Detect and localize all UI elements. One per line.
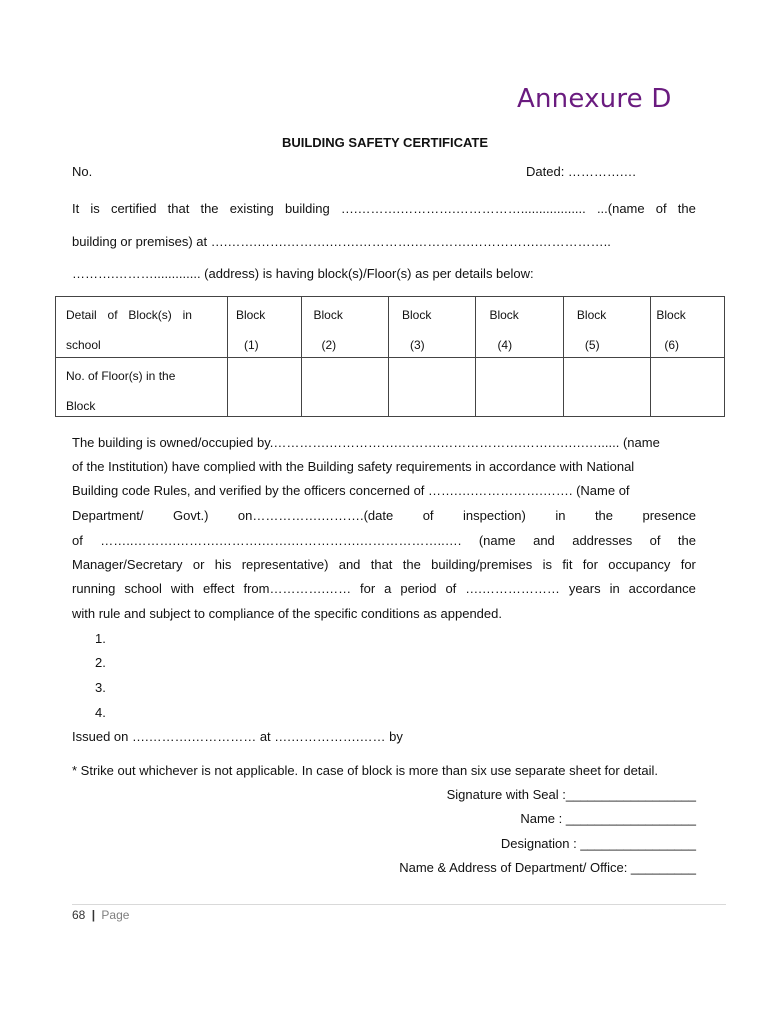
dated-label: Dated: ………….… bbox=[526, 164, 637, 179]
word: building/premises bbox=[431, 557, 533, 572]
floors-label-line-1: No. of Floor(s) in the bbox=[66, 369, 176, 383]
page-number: 68 bbox=[72, 908, 86, 922]
word: Block(s) bbox=[128, 308, 172, 322]
word: the bbox=[594, 508, 614, 523]
certificate-title: BUILDING SAFETY CERTIFICATE bbox=[281, 135, 489, 150]
footer-separator: | bbox=[91, 908, 96, 922]
body-line-2: of the Institution) have complied with the Building safety requirements in accordance with National bbox=[72, 459, 635, 474]
word: a bbox=[384, 581, 392, 596]
word: of bbox=[655, 201, 667, 216]
condition-item-1: 1. bbox=[95, 631, 106, 646]
floors-block-3-cell[interactable] bbox=[388, 358, 475, 417]
condition-item-4: 4. bbox=[95, 705, 106, 720]
word: that bbox=[167, 201, 190, 216]
table-header-block-1 bbox=[227, 297, 301, 358]
word: effect bbox=[202, 581, 235, 596]
word: fit bbox=[562, 557, 573, 572]
intro-line-1 bbox=[72, 201, 696, 216]
signatory-name: Name : __________________ bbox=[520, 811, 696, 826]
word: of bbox=[72, 533, 83, 548]
word: accordance bbox=[628, 581, 696, 596]
table-header-block-2 bbox=[301, 297, 388, 358]
block-number: (1) bbox=[243, 338, 259, 352]
block-label: Block bbox=[313, 308, 343, 322]
block-label: Block bbox=[235, 308, 266, 322]
word: existing bbox=[229, 201, 274, 216]
table-header-label-cell bbox=[56, 297, 228, 358]
word: for bbox=[582, 557, 598, 572]
word: ...(name bbox=[596, 201, 645, 216]
word: or bbox=[192, 557, 205, 572]
signatory-designation: Designation : ________________ bbox=[500, 836, 696, 851]
word: his bbox=[214, 557, 232, 572]
word: in bbox=[182, 308, 192, 322]
body-line-6 bbox=[72, 557, 696, 572]
body-line-8: with rule and subject to compliance of the specific conditions as appended. bbox=[72, 606, 502, 621]
table-header-block-6 bbox=[651, 297, 725, 358]
body-line-3: Building code Rules, and verified by the officers concerned of …….….…………….……. (Name of bbox=[72, 483, 630, 498]
floors-block-1-cell[interactable] bbox=[227, 358, 301, 417]
word: in bbox=[609, 581, 620, 596]
word: of bbox=[649, 533, 661, 548]
body-line-4 bbox=[72, 508, 696, 523]
word: building bbox=[284, 201, 330, 216]
block-number: (5) bbox=[584, 338, 600, 352]
word: representative) bbox=[241, 557, 329, 572]
word: the bbox=[200, 201, 219, 216]
block-label: Block bbox=[576, 308, 607, 322]
condition-item-3: 3. bbox=[95, 680, 106, 695]
word: school bbox=[124, 581, 162, 596]
block-number: (4) bbox=[497, 338, 513, 352]
word: occupancy bbox=[608, 557, 671, 572]
floors-block-4-cell[interactable] bbox=[476, 358, 563, 417]
word: inspection) bbox=[463, 508, 526, 523]
word: of bbox=[107, 308, 118, 322]
word: ….……………… bbox=[465, 581, 560, 596]
department-address: Name & Address of Department/ Office: _________ bbox=[399, 860, 696, 875]
table-header-block-4 bbox=[476, 297, 563, 358]
word: and bbox=[533, 533, 555, 548]
body-line-7 bbox=[72, 581, 696, 596]
condition-item-2: 2. bbox=[95, 655, 106, 670]
issued-line: Issued on ….……….…………… at ….…………….…… by bbox=[72, 729, 403, 744]
word: ….……….………….…………….................. bbox=[340, 201, 586, 216]
table-header-block-3 bbox=[388, 297, 475, 358]
footer-divider bbox=[72, 904, 726, 905]
word: that bbox=[370, 557, 393, 572]
word: period bbox=[400, 581, 437, 596]
word: Manager/Secretary bbox=[72, 557, 183, 572]
header-label-line-2: school bbox=[66, 338, 101, 352]
word: the bbox=[677, 533, 696, 548]
word: addresses bbox=[572, 533, 633, 548]
word: for bbox=[680, 557, 696, 572]
word: ……..……….……….……….…….…………….………………..…. bbox=[100, 533, 462, 548]
floors-block-6-cell[interactable] bbox=[651, 358, 725, 417]
word: (name bbox=[478, 533, 516, 548]
block-label: Block bbox=[489, 308, 519, 322]
block-number: (2) bbox=[321, 338, 337, 352]
word: the bbox=[677, 201, 696, 216]
certificate-number-label: No. bbox=[72, 164, 93, 179]
word: It bbox=[72, 201, 80, 216]
word: with bbox=[170, 581, 194, 596]
block-number: (6) bbox=[664, 338, 680, 352]
floors-label-line-2: Block bbox=[66, 399, 96, 413]
word: is bbox=[542, 557, 552, 572]
word: in bbox=[555, 508, 566, 523]
floors-label-cell bbox=[56, 358, 228, 417]
signature-with-seal: Signature with Seal :__________________ bbox=[446, 787, 696, 802]
word: on…………….……….(date bbox=[237, 508, 394, 523]
table-header-block-5 bbox=[563, 297, 650, 358]
word: Detail bbox=[66, 308, 97, 322]
blocks-table bbox=[55, 296, 725, 417]
word: certified bbox=[110, 201, 157, 216]
intro-line-2: building or premises) at ….…….…….……….…….………….………….…………….…………….. bbox=[72, 234, 611, 249]
intro-line-3: ……….………............. (address) is having block(s)/Floor(s) as per details below: bbox=[72, 266, 534, 281]
body-line-5 bbox=[72, 533, 696, 548]
word: and bbox=[338, 557, 361, 572]
word: of bbox=[445, 581, 457, 596]
word: presence bbox=[642, 508, 696, 523]
block-label: Block bbox=[401, 308, 432, 322]
body-line-1: The building is owned/occupied by.………….…………….……….……………….…….….….…...... (name bbox=[72, 435, 660, 450]
word: running bbox=[72, 581, 116, 596]
floors-block-2-cell[interactable] bbox=[301, 358, 388, 417]
word: is bbox=[90, 201, 100, 216]
block-label: Block bbox=[656, 308, 686, 322]
word: the bbox=[402, 557, 421, 572]
annexure-heading: Annexure D bbox=[517, 84, 672, 114]
floors-block-5-cell[interactable] bbox=[563, 358, 650, 417]
word: from………….…… bbox=[243, 581, 352, 596]
word: for bbox=[360, 581, 376, 596]
page-footer bbox=[72, 908, 129, 922]
word: Govt.) bbox=[173, 508, 209, 523]
page-word: Page bbox=[101, 908, 130, 922]
block-number: (3) bbox=[409, 338, 425, 352]
strike-out-note: * Strike out whichever is not applicable. In case of block is more than six use separate sheet for detail. bbox=[72, 763, 659, 778]
word: Department/ bbox=[72, 508, 144, 523]
word: years bbox=[568, 581, 601, 596]
word: of bbox=[422, 508, 434, 523]
